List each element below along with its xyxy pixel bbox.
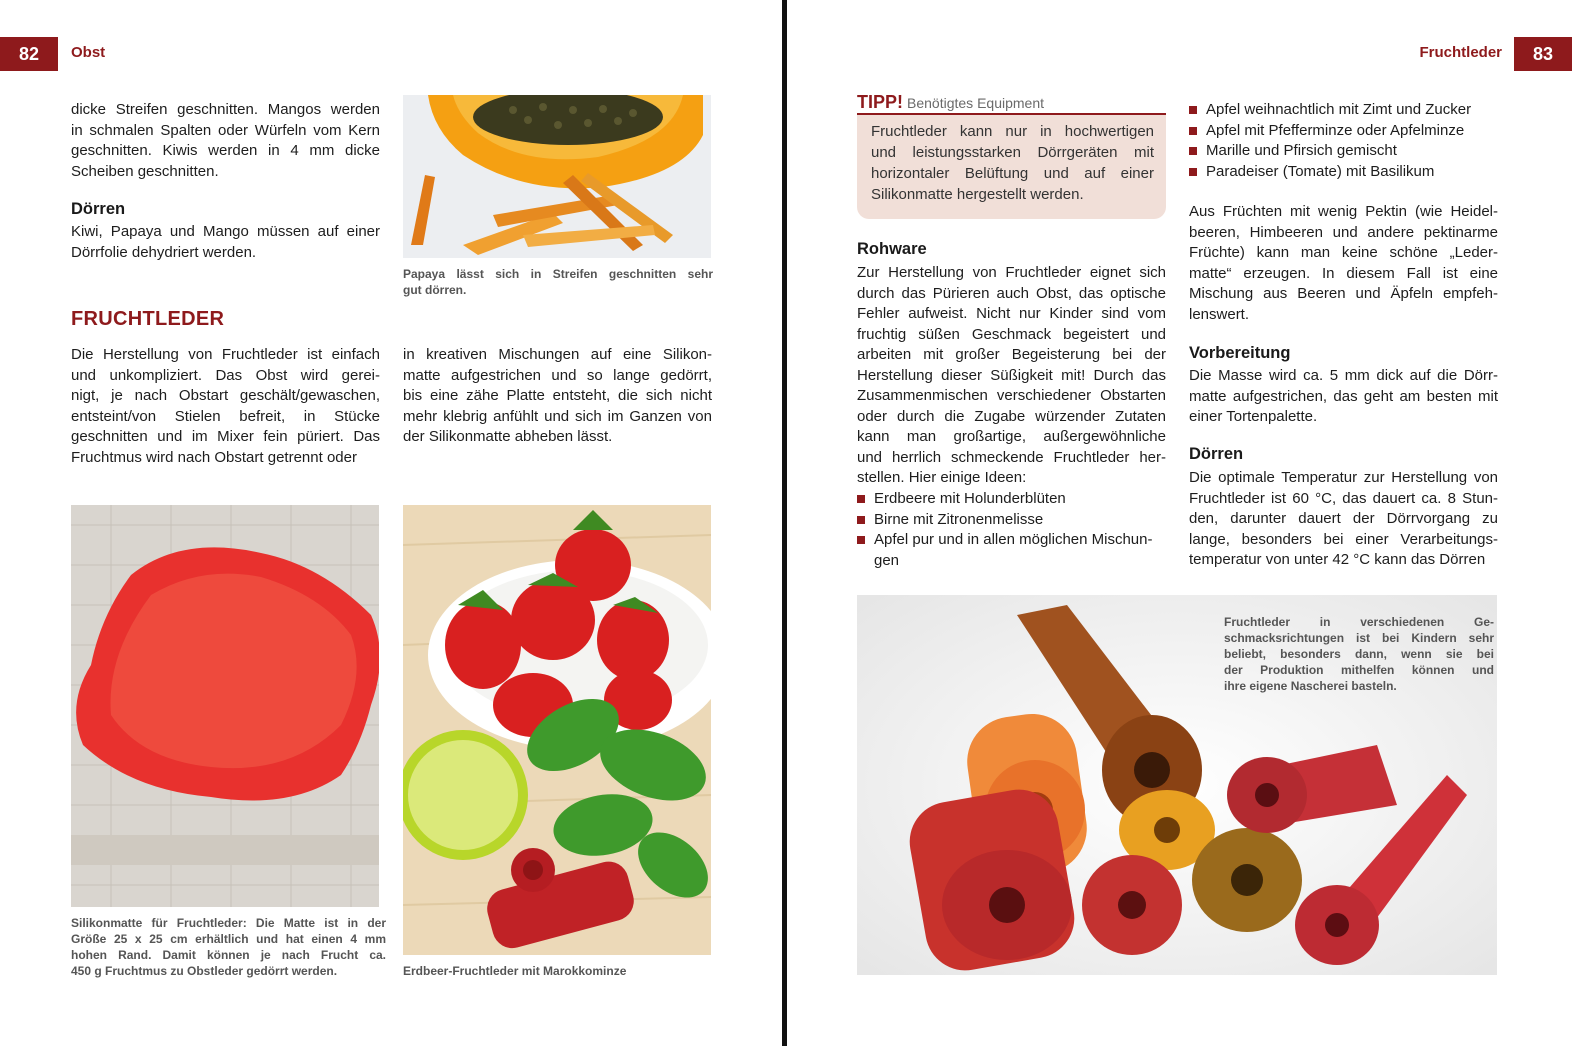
text-line: und leistungsstarken Dörrgeräten mit (871, 144, 1154, 161)
list-item: Apfel weihnachtlich mit Zimt und Zucker (1189, 100, 1501, 121)
text-line: schmacksrichtungen ist bei Kindern sehr (1224, 631, 1494, 645)
text-line: Papaya lässt sich in Streifen geschnitten sehr (403, 267, 713, 281)
text-line: temperatur von unter 42 °C kann das Dörren (1189, 551, 1486, 568)
body-paragraph (71, 345, 380, 468)
text-line: kann man großartige, außergewöhnliche (857, 428, 1166, 445)
ideas-list (857, 489, 1166, 571)
text-line: 450 g Fruchtmus zu Obstleder gedörrt werden. (71, 964, 338, 978)
text-line: beeren, Himbeeren und andere pektinarme (1189, 223, 1498, 241)
list-item: Marille und Pfirsich gemischt (1189, 141, 1501, 162)
page-number: 83 (1514, 37, 1572, 71)
text-line: Fruchtmus wird nach Obstart getrennt oder (71, 448, 357, 466)
text-line: und unkompliziert. Das Obst wird gerei- (71, 366, 380, 384)
text-line: Früchte) kann man keine schöne „Leder- (1189, 244, 1498, 261)
body-paragraph (1189, 366, 1498, 428)
body-paragraph (1189, 468, 1498, 571)
subheading-vorbereitung: Vorbereitung (1189, 344, 1291, 362)
list-item: Apfel mit Pfefferminze oder Apfelminze (1189, 121, 1501, 142)
text-line: arbeiten mit großer Begeisterung bei der (857, 346, 1166, 363)
body-paragraph (71, 222, 380, 263)
text-line: geschnitten. Kiwis werden in 4 mm dicke (71, 142, 380, 159)
running-head: Obst (71, 44, 106, 61)
photo-caption (71, 915, 386, 979)
tipp-label: TIPP! (857, 92, 904, 112)
text-line: Silikonmatte für Fruchtleder: Die Matte ist in der (71, 916, 386, 930)
text-line: horizontaler Belüftung und auf einer (871, 165, 1154, 182)
photo-caption: Erdbeer-Fruchtleder mit Marokkominze (403, 964, 627, 978)
text-line: dicke Streifen geschnitten. Mangos werden (71, 101, 380, 118)
text-line: fruchtig süßen Geschmack begeistert und (857, 325, 1166, 343)
subheading-doerren: Dörren (71, 200, 126, 218)
text-line: Mischung aus Beeren und Äpfeln empfeh- (1189, 285, 1498, 302)
list-item: Erdbeere mit Holunderblüten (857, 489, 1166, 510)
tipp-subtitle: Benötigtes Equipment (907, 95, 1044, 111)
section-heading: FRUCHTLEDER (71, 308, 225, 330)
text-line: und herrlich schmeckende Fruchtleder her- (857, 448, 1166, 466)
text-line: lange, besonders bei einer Verarbeitungs- (1189, 530, 1498, 548)
body-paragraph (71, 100, 380, 182)
ideas-list (1189, 100, 1501, 182)
text-line: Fruchtleder in verschiedenen Ge- (1224, 615, 1494, 629)
text-line: hohen Rand. Damit können je nach Frucht ca. (71, 948, 386, 962)
text-line: Aus Früchten mit wenig Pektin (wie Heidel- (1189, 203, 1498, 220)
text-line: Die Masse wird ca. 5 mm dick auf die Dörr- (1189, 367, 1498, 384)
running-head: Fruchtleder (1419, 44, 1502, 61)
text-line: Zur Herstellung von Fruchtleder eignet sich (857, 264, 1166, 281)
list-item: Apfel pur und in allen möglichen Mischun- gen (857, 530, 1166, 571)
text-line: Fehler aufweist. Nicht nur Kinder sind vom (857, 305, 1166, 322)
subheading-doerren: Dörren (1189, 445, 1244, 463)
text-line: beliebt, besonders dann, wenn sie bei (1224, 647, 1494, 661)
body-paragraph (857, 263, 1166, 489)
text-line: Fruchtleder kann nur in hochwertigen (871, 123, 1154, 140)
list-item: Birne mit Zitronenmelisse (857, 510, 1166, 531)
list-item: Paradeiser (Tomate) mit Basilikum (1189, 162, 1501, 183)
text-line: Größe 25 x 25 cm erhältlich und hat einen 4 mm (71, 932, 386, 946)
photo-caption (403, 266, 713, 298)
text-line: nigt, je nach Obstart geschält/gewaschen, (71, 387, 380, 404)
text-line: Scheiben geschnitten. (71, 162, 219, 180)
text-line: in kreativen Mischungen auf eine Silikon- (403, 346, 712, 363)
text-line: den, darunter dauert der Dörrvorgang zu (1189, 510, 1498, 527)
text-line: der Silikonmatte abheben lässt. (403, 428, 613, 445)
text-line: in schmalen Spalten oder Würfeln vom Kern (71, 121, 380, 139)
text-line: Die optimale Temperatur zur Herstellung von (1189, 469, 1498, 486)
text-line: entsteint/von Stielen befreit, in Stücke (71, 407, 380, 425)
silicone-mat-photo (71, 505, 379, 907)
text-line: matte“ erzeugen. In diesem Fall ist eine (1189, 264, 1498, 282)
text-line: mehr klebrig anfühlt und sich im Ganzen von (403, 407, 712, 425)
text-line: Fruchtleder ist 60 °C, das dauert ca. 8 Stun- (1189, 489, 1498, 507)
text-line: Kiwi, Papaya und Mango müssen auf einer (71, 223, 380, 240)
body-paragraph (1189, 202, 1498, 325)
text-line: einer Tortenpalette. (1189, 408, 1318, 425)
papaya-photo (403, 95, 711, 258)
body-paragraph (403, 345, 712, 448)
text-line: Zusammenmischen verschiedener Obstarten (857, 387, 1166, 404)
text-line: geschnitten und im Mixer fein püriert. Das (71, 428, 380, 445)
text-line: matte aufgestrichen und so lange gedörrt, (403, 366, 712, 384)
tipp-text (871, 121, 1154, 205)
left-page (0, 0, 782, 1046)
text-line: durch das Pürieren auch Obst, das optische (857, 284, 1166, 302)
text-line: Herstellung dieser Süßigkeit mit! Durch das (857, 366, 1166, 384)
text-line: ihre eigene Nascherei basteln. (1224, 679, 1397, 693)
text-line: oder durch die Zugabe würzender Zutaten (857, 407, 1166, 425)
text-line: gut dörren. (403, 283, 467, 297)
strawberry-photo (403, 505, 711, 955)
photo-caption (1224, 614, 1494, 694)
subheading-rohware: Rohware (857, 240, 927, 258)
page-number: 82 (0, 37, 58, 71)
right-page (787, 0, 1572, 1046)
text-line: der Produktion mithelfen können und (1224, 663, 1494, 677)
text-line: bis eine zähe Platte entsteht, die sich nicht (403, 387, 712, 404)
tipp-box (857, 115, 1166, 219)
text-line: stellen. Hier einige Ideen: (857, 469, 1027, 486)
text-line: lenswert. (1189, 305, 1250, 323)
text-line: matte aufgestrichen, das geht am besten mit (1189, 387, 1498, 405)
tipp-header (857, 92, 1167, 113)
text-line: Die Herstellung von Fruchtleder ist einfach (71, 346, 380, 363)
text-line: Silikonmatte hergestellt werden. (871, 186, 1084, 203)
text-line: Dörrfolie dehydriert werden. (71, 243, 257, 261)
